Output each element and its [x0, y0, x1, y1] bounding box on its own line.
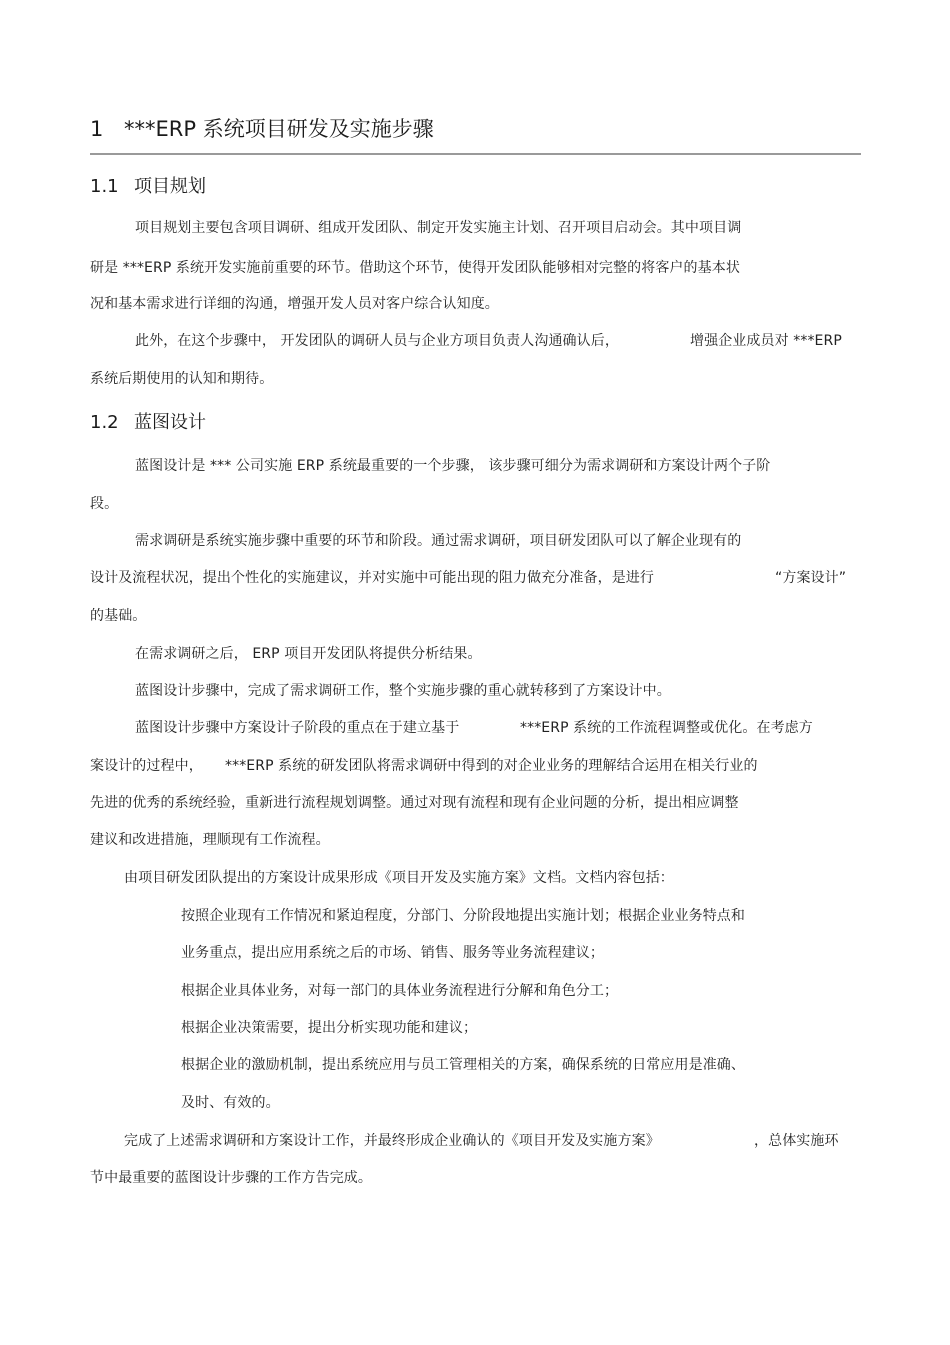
paragraph-line: 案设计的过程中， [90, 758, 203, 774]
paragraph-line: 建议和改进措施，理顺现有工作流程。 [90, 832, 330, 848]
section-heading-1-2 [90, 410, 206, 436]
list-line: 及时、有效的。 [181, 1095, 280, 1111]
paragraph-line: 蓝图设计步骤中方案设计子阶段的重点在于建立基于 [135, 720, 460, 736]
paragraph-line: 段。 [90, 496, 119, 512]
list-line: 按照企业现有工作情况和紧迫程度，分部门、分阶段地提出实施计划；根据企业业务特点和 [181, 908, 745, 924]
paragraph-line: 的基础。 [90, 608, 147, 624]
section-title: 项目规划 [134, 176, 206, 197]
section-number: 1.1 [90, 176, 119, 197]
paragraph-line: ***ERP 系统的研发团队将需求调研中得到的对企业业务的理解结合运用在相关行业的 [225, 758, 758, 774]
list-line: 业务重点，提出应用系统之后的市场、销售、服务等业务流程建议； [181, 945, 604, 961]
list-line: 根据企业决策需要，提出分析实现功能和建议； [181, 1020, 478, 1036]
chapter-title: ***ERP 系统项目研发及实施步骤 [124, 117, 434, 141]
paragraph-line: ***ERP 系统的工作流程调整或优化。在考虑方 [520, 720, 813, 736]
paragraph-line: 由项目研发团队提出的方案设计成果形成《项目开发及实施方案》文档。文档内容包括： [124, 870, 674, 886]
paragraph-line: 况和基本需求进行详细的沟通，增强开发人员对客户综合认知度。 [90, 296, 499, 312]
paragraph-line: 蓝图设计是 *** 公司实施 ERP 系统最重要的一个步骤， 该步骤可细分为需求调研和方案设计两个子阶 [135, 458, 771, 474]
list-line: 根据企业具体业务，对每一部门的具体业务流程进行分解和角色分工； [181, 983, 619, 999]
paragraph-line: 在需求调研之后， ERP 项目开发团队将提供分析结果。 [135, 646, 482, 662]
paragraph-line: 增强企业成员对 ***ERP [690, 333, 842, 349]
paragraph-line: “方案设计” [775, 570, 847, 586]
section-number: 1.2 [90, 412, 119, 433]
section-heading-1-1 [90, 174, 206, 200]
paragraph-line: 蓝图设计步骤中，完成了需求调研工作，整个实施步骤的重心就转移到了方案设计中。 [135, 683, 671, 699]
chapter-number: 1 [90, 117, 104, 141]
paragraph-line: 完成了上述需求调研和方案设计工作，并最终形成企业确认的《项目开发及实施方案》 [124, 1133, 660, 1149]
paragraph-line: 节中最重要的蓝图设计步骤的工作方告完成。 [90, 1170, 372, 1186]
paragraph-line: 设计及流程状况，提出个性化的实施建议，并对实施中可能出现的阻力做充分准备，是进行 [90, 570, 654, 586]
section-title: 蓝图设计 [134, 412, 206, 433]
heading-rule [90, 153, 861, 155]
chapter-heading [90, 114, 434, 144]
paragraph-line: 需求调研是系统实施步骤中重要的环节和阶段。通过需求调研，项目研发团队可以了解企业现有的 [135, 533, 742, 549]
paragraph-line: ，总体实施环 [754, 1133, 839, 1149]
list-line: 根据企业的激励机制，提出系统应用与员工管理相关的方案，确保系统的日常应用是准确、 [181, 1057, 745, 1073]
paragraph-line: 研是 ***ERP 系统开发实施前重要的环节。借助这个环节，使得开发团队能够相对完整的将客户的基本状 [90, 260, 740, 276]
paragraph-line: 此外，在这个步骤中， 开发团队的调研人员与企业方项目负责人沟通确认后， [135, 333, 619, 349]
paragraph-line: 项目规划主要包含项目调研、组成开发团队、制定开发实施主计划、召开项目启动会。其中项目调 [135, 220, 742, 236]
paragraph-line: 系统后期使用的认知和期待。 [90, 371, 274, 387]
paragraph-line: 先进的优秀的系统经验，重新进行流程规划调整。通过对现有流程和现有企业问题的分析，提出相应调整 [90, 795, 739, 811]
